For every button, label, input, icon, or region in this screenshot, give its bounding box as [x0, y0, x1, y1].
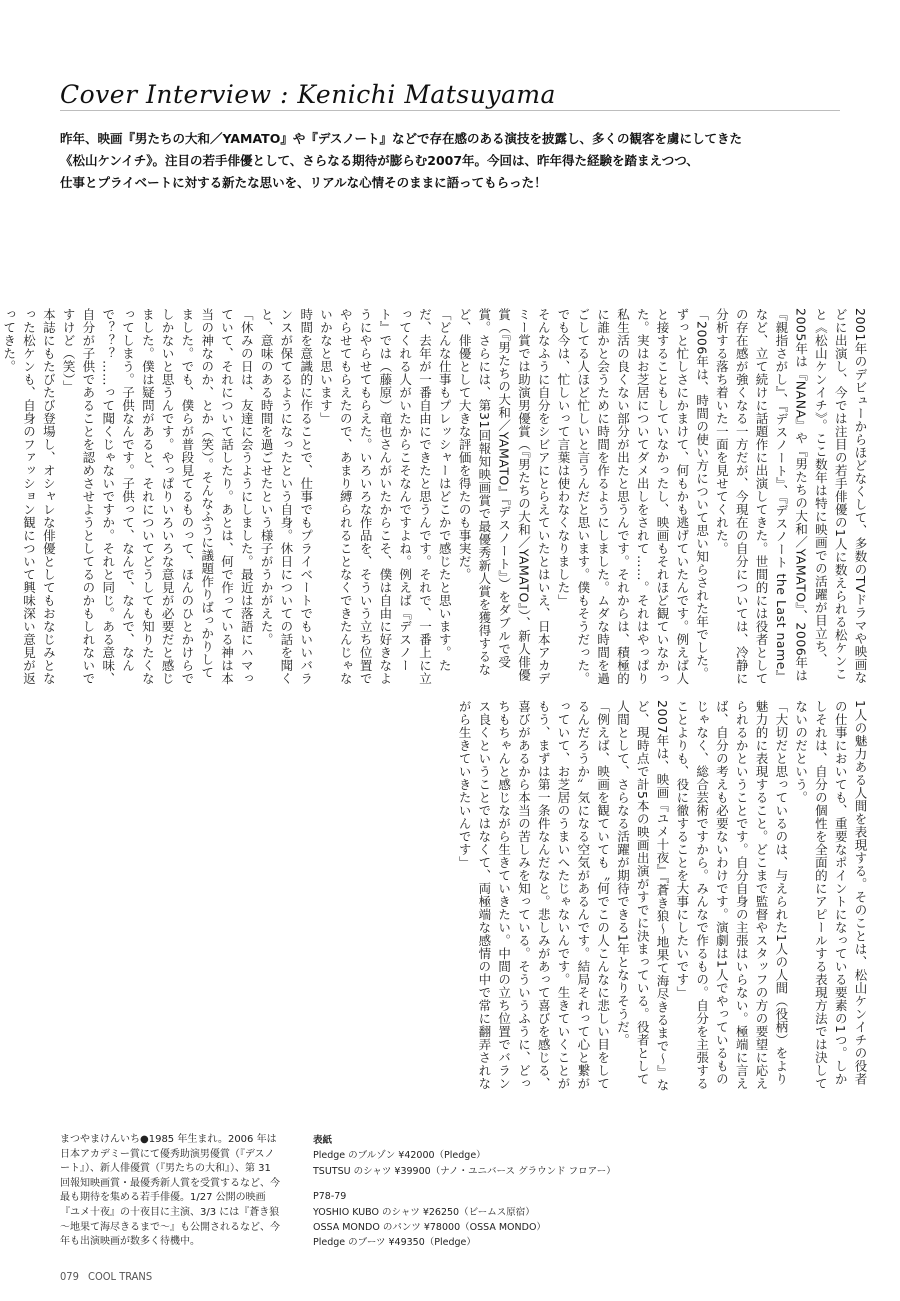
credit-item: YOSHIO KUBO のシャツ ¥26250（ビームス原宿）: [313, 1206, 535, 1218]
lead-line: 昨年、映画『男たちの大和／YAMATO』や『デスノート』などで存在感のある演技を披露し、多くの観客を虜にしてきた: [60, 131, 742, 146]
body-paragraph: 1人の魅力ある人間を表現する。そのことは、松山ケンイチの役者の仕事においても、重要なポイントになっている要素の1つ。しかしそれは、自分の個性を全面的にアピールする表現方法では決してないのだという。: [793, 700, 868, 1090]
body-paragraph: 「2006年は、時間の使い方について思い知らされた年でした。ずっと忙しさにかまけて、何もかも逃げていたんです。例えば人と接することもしていなかったし、映画もそれほど観ていなかった。実はお芝居についてダメ出しをされて……。それはやっぱり私生活の良くない部分が出たと思うんです。それからは、積極的に誰かと会うために時間を作るようにしました。ムダな時間を過ごしてる人ほど忙しいと言うんだと思います。僕もそうだった。でも今は、忙しいって言葉は使わなくなりました」: [556, 308, 710, 685]
credit-item: Pledge のブルゾン ¥42000（Pledge）: [313, 1150, 486, 1162]
credit-item: TSUTSU のシャツ ¥39900（ナノ・ユニバース グラウンド フロアー）: [313, 1165, 616, 1177]
profile-caption: まつやまけんいち●1985 年生まれ。2006 年は日本アカデミー賞にて優秀助演男優賞（『デスノート』）、新人俳優賞（『男たちの大和』）、第 31 回報知映画賞・最優秀新人賞を受賞するなど、今最も期待を集める若手俳優。1/27 公開の映画『ユメ十夜』の十夜目に主演、3/3 には『蒼き狼～地果て海尽きるまで～』も公開されるなど、今年も出演映画が数多く待機中。: [60, 1134, 280, 1248]
fashion-credits: [313, 1133, 693, 1251]
lead-paragraph: [60, 128, 850, 194]
lead-line: 仕事とプライベートに対する新たな思いを、リアルな心情そのままに語ってもらった！: [60, 175, 547, 190]
body-paragraph: 2007年は、映画『ユメ十夜』『蒼き狼～地果て海尽きるまで～』など、現時点で計5本の映画出演がすでに決まっている。役者として人間として、さらなる活躍が期待できる1年となりそうだ。: [615, 700, 671, 1092]
body-paragraph: 時間を意識的に作ることで、仕事でもプライベートでもいいバランスが保てるようになったという自身。休日についての話を聞くと、意味のある時間を過ごせたという様子がうかがえた。: [259, 308, 314, 685]
body-paragraph: そんなふうに自分をシビアにとらえていたとはいえ、日本アカデミー賞では助演男優賞（『男たちの大和／YAMATO』）、新人俳優賞（『男たちの大和／YAMATO』『デスノート』）をダブルで受賞。さらには、第31回報知映画賞で最優秀新人賞を獲得するなど、俳優として大きな評価を得たのも事実だ。: [457, 308, 552, 685]
body-paragraph: 2001年のデビューからほどなくして、多数のTVドラマや映画などに出演し、今では注目の若手俳優の1人に数えられる松ケンこと《松山ケンイチ》。ここ数年は特に映画での活躍が目立ち、2005年は『NANA』や『男たちの大和／YAMATO』、2006年は『親指さがし』、『デスノート』、『デスノート the Last name』など、立て続けに話題作に出演してきた。世間的には役者としての存在感が強くなる一方だが、今現在の自分については、冷静に分析する落ち着いた一面を見せてくれた。: [714, 308, 868, 685]
interview-body-lower: [64, 700, 870, 1092]
page-number: 079: [60, 1270, 79, 1283]
credit-item: Pledge のブーツ ¥49350（Pledge）: [313, 1237, 476, 1249]
credits-pages-label: P78-79: [313, 1191, 347, 1203]
credits-cover-label: 表紙: [313, 1135, 333, 1146]
body-paragraph: 「大切だと思っているのは、与えられた1人の人間（役柄）をより魅力的に表現すること。どこまで監督やスタッフの方の要望に応えられるかということです。自分自身の主張はいらない。極端に言えば、自分の考えも必要ないわけです。演劇は1人でやっているものじゃなく、総合芸術ですから。みんなで作るもの。自分を主張することよりも、役に徹することを大事にしたいです」: [674, 700, 789, 1090]
body-paragraph: 「どんな仕事もプレッシャーはどこかで感じたと思います。ただ、去年が一番自由にできたと思うんです。それで、一番上に立ってくれる人がいたからこそなんですよね。例えば『デスノート』では（藤原）竜也さんがいたからこそ、僕は自由に好きなようにやらせてもらえた。いろいろな作品を、そういう立ち位置でやらせてもらえたので、あまり縛られることなくできたんじゃないかなと思います」: [318, 308, 453, 685]
page-title: Cover Interview : Kenichi Matsuyama: [60, 80, 556, 109]
body-paragraph: 「例えば、映画を観ていても〝何でこの人こんなに悲しい目をしてるんだろうか〟気になる空気があるんです。結局それって心と繋がっていて、お芝居のうまいへたじゃないんです。生きていくことがもう、まずは第一条件なんだなと。悲しみがあって喜びを感じる、喜びがあるから本当の苦しみを知っている。そういうふうに、どっちもちゃんと感じながら生きていきたい。中間の立ち位置でバランス良くということではなくて、両極端な感情の中で常に翻弄されながら生きていきたいんです」: [457, 700, 611, 1090]
title-divider: [60, 110, 840, 111]
body-paragraph: 本誌にもたびたび登場し、オシャレな俳優としてもおなじみとなった松ケンも、自身のファッション観について興味深い意見が返ってきた。: [1, 308, 57, 685]
lead-line: 《松山ケンイチ》。注目の若手俳優として、さらなる期待が膨らむ2007年。今回は、昨年得た経験を踏まえつつ、: [60, 153, 699, 168]
page-footer: [60, 1270, 158, 1284]
body-paragraph: 「休みの日は、友達に会うようにしました。最近は落語にハマっていて、それについて話したり。あとは、何で作っている神は本当の神なのか、とか（笑）。そんなふうに議題作りばっかりしてました。でも、僕らが普段見てるものって、ほんのひとかけらでしかないと思うんです。やっぱりいろいろな意見が必要だと感じました。僕は疑問があると、それについてどうしても知りたくなってしまう。子供なんです。子供って、なんで、なんで、なんで？？？……って聞くじゃないですか。それと同じ。ある意味、自分が子供であることを認めさせようとしてるのかもしれないですけど（笑）」: [61, 308, 255, 685]
interview-body-upper: [1, 308, 870, 690]
magazine-name: COOL TRANS: [88, 1270, 153, 1283]
credit-item: OSSA MONDO のパンツ ¥78000（OSSA MONDO）: [313, 1222, 546, 1234]
